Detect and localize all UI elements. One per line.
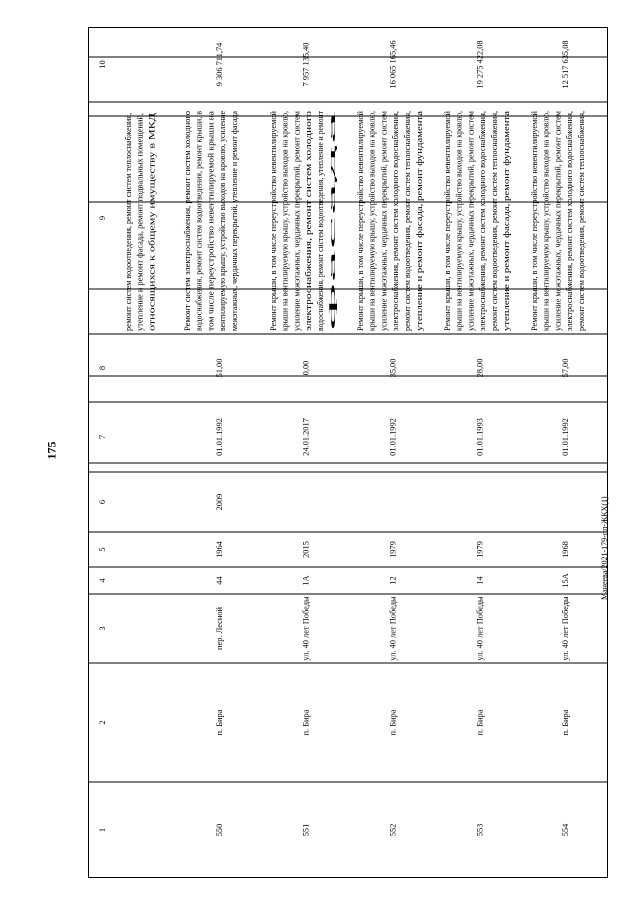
row-number-line: 553 [475,823,485,837]
works-list-line: электроснабжения, ремонт систем холодного водоснабжения, [391,111,401,331]
house-number-line: 12 [388,576,398,585]
column-header-10 [98,60,107,68]
registration-date [561,418,570,456]
works-cost [215,42,224,86]
row-number-line: 552 [388,823,398,837]
row-number-line: 550 [214,823,224,837]
works-list-line: крыши на вентилируемую крышу, устройство выходов на кровлю, [541,94,551,331]
works-cost-line: 12 517 635,08 [560,40,570,89]
works-cost-line: 19 275 422,08 [475,40,485,89]
wear-percent-line: 57,00 [560,358,570,378]
works-table [88,27,608,878]
street [301,596,310,661]
works-list-line: Ремонт крыши, в том числе переустройство невентилируемой [355,109,365,331]
works-list-line: утепление и ремонт фасада, ремонт фундамента [501,158,511,331]
registration-date-line: 01.01.1992 [560,418,570,456]
year-built [215,540,224,558]
works-list-line: Ремонт крыши, в том числе переустройство невентилируемой [529,109,539,331]
year-built-line: 1964 [214,541,224,558]
column-header-1-line: 1 [97,827,107,833]
street [561,596,570,661]
house-number-line: 1А [301,575,311,586]
works-cost [301,43,310,87]
year-built [475,541,484,558]
works-list-line: усиление межэтажных, чердачных перекрытий, ремонт систем [379,106,389,331]
registration-date [388,418,397,456]
house-number [475,576,484,585]
year-built-line: 1968 [560,541,570,558]
row-number-line: 551 [301,823,311,837]
house-number-line: 15А [560,573,570,588]
column-header-1 [98,828,107,832]
works-list-line: усиление межэтажных, чердачных перекрытий, ремонт систем [292,106,302,331]
works-list-line: ремонт систем водоотведения, ремонт систем теплоснабжения, [576,105,586,331]
works-cost [388,40,397,88]
settlement [388,709,397,735]
column-header-3-line: 3 [97,626,107,631]
works-list-line: ремонт систем водоотведения, ремонт систем теплоснабжения, [402,105,412,331]
works-list-line: усиление межэтажных, чердачных перекрытий, ремонт систем [553,106,563,331]
works-list [268,90,337,331]
document-code: Манеева/2021-179-пп-ЖКХ(1) [600,496,609,600]
works-list-line: вентилируемую крышу, устройство выходов на кровлю, усиление [218,96,228,331]
wear-percent [561,359,570,378]
settlement-line: п. Бира [475,709,485,736]
street-line: ул. 40 лет Победы [301,596,311,661]
column-header-6-line: 6 [97,499,107,505]
settlement [215,709,224,735]
settlement-line: п. Бира [560,709,570,736]
works-list [355,94,424,331]
column-header-7 [98,435,107,439]
house-number [301,575,310,585]
column-header-5-line: 5 [97,547,107,552]
page-number: 175 [44,441,59,460]
column-header-3 [98,626,107,630]
works-list-line: электроснабжения, ремонт систем холодного [304,170,314,331]
works-list-line: утепление и ремонт фасада, ремонт фундамента [414,158,424,331]
street-line: ул. 40 лет Победы [388,596,398,661]
house-number [388,576,397,584]
year-built-line: 2015 [301,541,311,558]
wear-percent-line: 28,00 [475,358,485,378]
registration-date-line: 01.01.1992 [214,418,224,456]
works-list [182,96,239,331]
year-built [388,541,397,558]
row-number [388,824,397,837]
wear-percent-line: 0,00 [301,360,311,376]
wear-percent [475,359,484,378]
works-cost [475,40,484,88]
works-cost-line: 9 306 711,74 [214,42,224,87]
works-cost-line: 16 065 165,46 [388,40,398,89]
works-list-line: межэтажных, чердачных перекрытий, утепление и ремонт фасада [229,96,239,331]
year-overhaul-line: 2009 [214,493,224,511]
works-list [442,94,511,331]
column-header-5 [98,547,107,551]
settlement-line: п. Бира [388,709,398,736]
continuation-works-line: утепление и ремонт фасада, ремонт подвальных помещений, [135,113,145,331]
continuation-works-line: относящихся к общему имуществу в МКД [147,179,157,331]
registration-date-line: 24.01.2017 [301,418,311,456]
column-header-8 [98,366,107,370]
column-header-7-line: 7 [97,434,107,440]
row-number [561,823,570,836]
works-list [529,94,586,331]
year-overhaul [215,494,224,511]
street [388,596,397,661]
works-list-line: крыши на вентилируемую крышу, устройство выходов на кровлю, [454,94,464,331]
settlement [301,709,310,735]
row-number-line: 554 [560,823,570,837]
row-number [215,824,224,837]
street [475,596,484,661]
registration-date-line: 01.01.1993 [475,418,485,456]
settlement-line: п. Бира [214,709,224,736]
wear-percent [388,359,397,378]
street-line: ул. 40 лет Победы [560,596,570,661]
wear-percent-line: 51,00 [214,358,224,378]
house-number-line: 14 [475,576,485,585]
registration-date [475,418,484,456]
column-header-6 [98,500,107,504]
column-header-4-line: 4 [97,578,107,583]
works-cost [561,40,570,88]
wear-percent [215,359,224,378]
works-list-line: электроснабжения, ремонт систем холодного водоснабжения, [478,111,488,331]
works-list-line: фасада [327,306,337,331]
works-list-line: крыши на вентилируемую крышу, устройство выходов на кровлю, [280,94,290,331]
works-table-grid [88,27,608,878]
works-list-line: усиление межэтажных, чердачных перекрытий, ремонт систем [466,106,476,331]
registration-date-line: 01.01.1992 [388,418,398,456]
house-number-line: 44 [214,576,224,585]
column-header-10-line: 10 [97,60,107,69]
settlement [475,709,484,735]
works-list-line: водоснабжения, ремонт систем водоотведения, ремонт крыши, в [194,100,204,331]
works-list-line: Ремонт крыши, в том числе переустройство невентилируемой [268,109,278,331]
works-cost-line: 7 957 135,40 [301,42,311,87]
column-header-8-line: 8 [97,365,107,371]
house-number [561,573,570,587]
house-number [215,576,224,585]
year-built-line: 1979 [388,541,398,558]
column-header-2-line: 2 [97,720,107,725]
continuation-works [123,105,157,331]
works-list-line: крыши на вентилируемую крышу, устройство выходов на кровлю, [367,94,377,331]
row-number [475,824,484,837]
wear-percent [301,361,310,376]
column-header-9 [98,216,107,220]
continuation-works-line: ремонт систем водоотведения, ремонт систем теплоснабжения, [123,105,133,331]
works-list-line: Ремонт крыши, в том числе переустройство невентилируемой [442,109,452,331]
year-built [301,541,310,558]
works-list-line: Ремонт систем электроснабжения, ремонт систем холодного [182,115,192,331]
registration-date [301,418,310,456]
column-header-4 [98,578,107,583]
year-built-line: 1979 [475,541,485,558]
column-header-9-line: 9 [97,215,107,221]
registration-date [215,418,224,456]
works-list-line: водоснабжения, ремонт систем водоотведения, утепление и ремонт [315,90,325,331]
street-line: пер. Лесной [214,607,224,650]
row-number [301,824,310,837]
works-list-line: электроснабжения, ремонт систем холодного водоснабжения, [565,111,575,331]
works-list-line: ремонт систем водоотведения, ремонт систем теплоснабжения, [489,105,499,331]
year-built [561,541,570,558]
works-list-line: том числе переустройство невентилируемой крыши на [206,135,216,331]
street-line: ул. 40 лет Победы [475,596,485,661]
column-header-2 [98,720,107,724]
settlement [561,709,570,735]
street [215,606,224,650]
wear-percent-line: 35,00 [388,358,398,378]
settlement-line: п. Бира [301,709,311,736]
